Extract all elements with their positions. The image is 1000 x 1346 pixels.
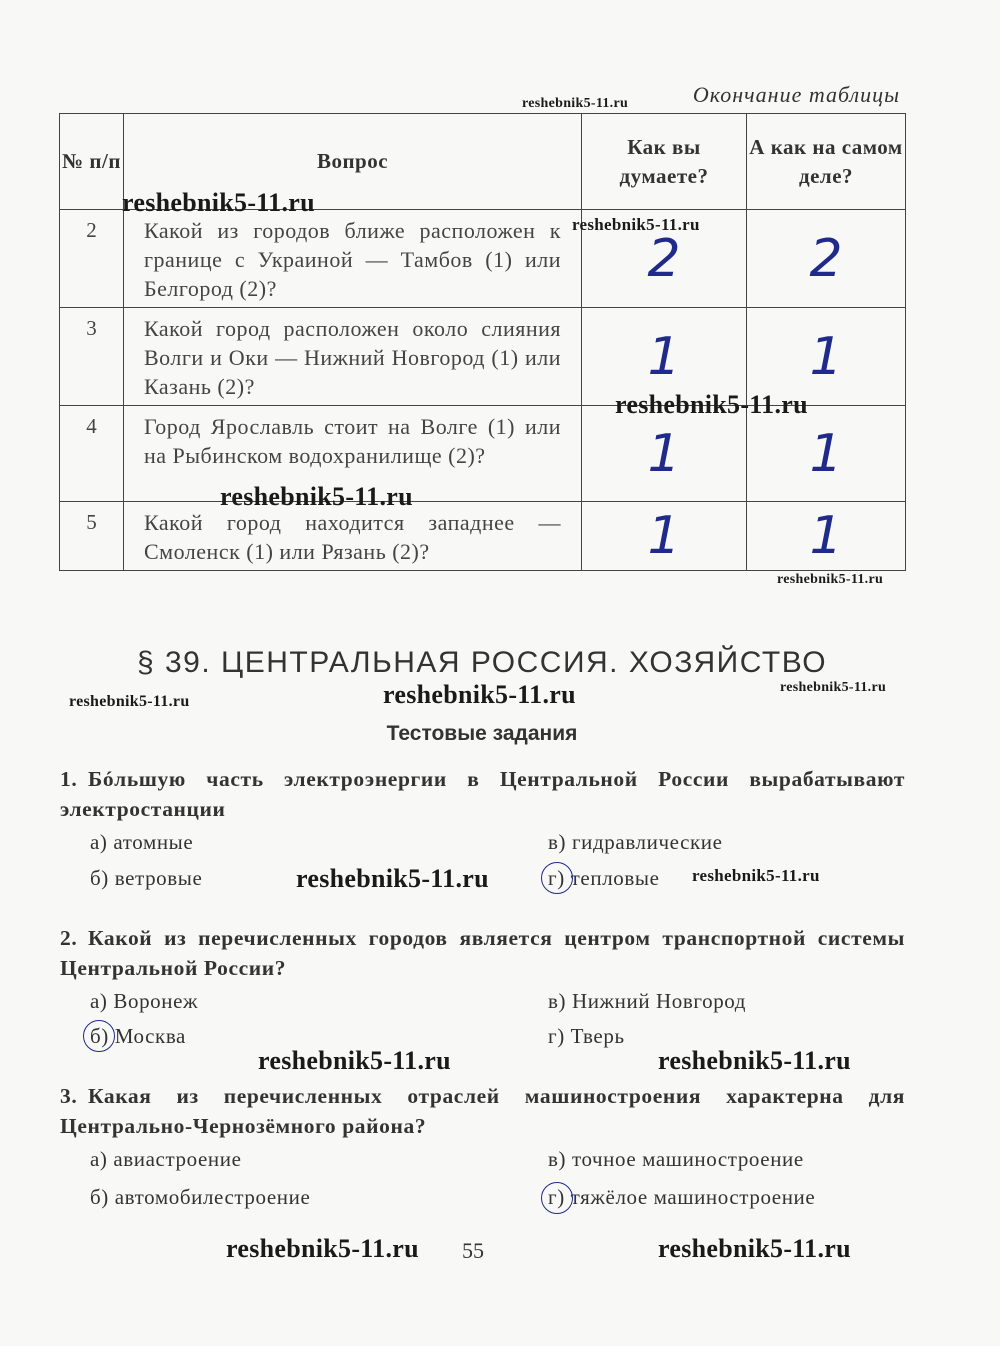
- subtitle: Тестовые задания: [386, 722, 578, 745]
- question-text: Какая из перечисленных отраслей машиностроения характерна для Центрально-Чернозёмного района?: [60, 1084, 905, 1138]
- watermark: reshebnik5-11.ru: [258, 1046, 451, 1075]
- option-b[interactable]: б) ветровые: [90, 866, 203, 890]
- watermark: reshebnik5-11.ru: [777, 572, 884, 587]
- handwritten-actual: 1: [809, 423, 843, 484]
- header-guess: Как вы думаете?: [582, 114, 747, 210]
- option-v[interactable]: в) Нижний Новгород: [548, 989, 747, 1013]
- watermark: reshebnik5-11.ru: [122, 188, 315, 217]
- page-number: 55: [462, 1238, 484, 1263]
- answer-circle-mark: [541, 862, 573, 894]
- watermark: reshebnik5-11.ru: [226, 1234, 419, 1263]
- question-number: 2.: [60, 926, 78, 950]
- answer-table: [59, 113, 906, 571]
- handwritten-actual: 1: [809, 506, 843, 566]
- watermark: reshebnik5-11.ru: [615, 390, 808, 419]
- watermark: reshebnik5-11.ru: [522, 96, 629, 111]
- option-b[interactable]: б) Москва: [90, 1024, 186, 1048]
- section-title: § 39. ЦЕНТРАЛЬНАЯ РОССИЯ. ХОЗЯЙСТВО: [136, 646, 828, 679]
- watermark: reshebnik5-11.ru: [296, 864, 489, 893]
- header-question: Вопрос: [124, 114, 582, 210]
- table-row: [60, 210, 906, 308]
- watermark: reshebnik5-11.ru: [658, 1046, 851, 1075]
- question-number: 1.: [60, 767, 78, 791]
- handwritten-actual: 1: [809, 326, 843, 387]
- question-1: [60, 764, 905, 824]
- watermark: reshebnik5-11.ru: [658, 1234, 851, 1263]
- row-question: Какой город расположен около слияния Волги и Оки — Нижний Новгород (1) или Казань (2)?: [124, 308, 582, 406]
- row-number: 4: [60, 406, 124, 502]
- option-v[interactable]: в) точное машиностроение: [548, 1147, 804, 1171]
- handwritten-actual: 2: [809, 228, 843, 289]
- row-guess-cell: [582, 502, 747, 571]
- question-text: Какой из перечисленных городов является центром транспортной системы Центральной России?: [60, 926, 905, 980]
- question-2: [60, 923, 905, 983]
- watermark: reshebnik5-11.ru: [69, 693, 190, 710]
- option-a[interactable]: а) Воронеж: [90, 989, 199, 1013]
- option-g[interactable]: г) тепловые: [548, 866, 660, 890]
- question-3: [60, 1081, 905, 1141]
- row-number: 2: [60, 210, 124, 308]
- watermark: reshebnik5-11.ru: [780, 680, 887, 695]
- watermark: reshebnik5-11.ru: [692, 866, 820, 885]
- watermark: reshebnik5-11.ru: [383, 680, 576, 709]
- row-actual-cell: [747, 210, 906, 308]
- row-question: Какой город находится западнее — Смоленск (1) или Рязань (2)?: [124, 502, 582, 571]
- row-number: 5: [60, 502, 124, 571]
- handwritten-guess: 2: [647, 228, 681, 289]
- continuation-label: Окончание таблицы: [692, 82, 900, 107]
- header-actual: А как на самом деле?: [747, 114, 906, 210]
- watermark: reshebnik5-11.ru: [572, 215, 700, 234]
- answer-circle-mark: [541, 1182, 573, 1214]
- row-question: Какой из городов ближе расположен к границе с Украиной — Тамбов (1) или Белгород (2)?: [124, 210, 582, 308]
- option-g[interactable]: г) Тверь: [548, 1024, 625, 1048]
- handwritten-guess: 1: [647, 326, 681, 387]
- answer-circle-mark: [83, 1020, 115, 1052]
- row-question: Город Ярославль стоит на Волге (1) или на Рыбинском водохранилище (2)?: [124, 406, 582, 502]
- row-number: 3: [60, 308, 124, 406]
- option-b[interactable]: б) автомобилестроение: [90, 1185, 311, 1209]
- row-actual-cell: [747, 502, 906, 571]
- header-num: № п/п: [60, 114, 124, 210]
- handwritten-guess: 1: [647, 506, 681, 566]
- handwritten-guess: 1: [647, 423, 681, 484]
- option-g[interactable]: г) тяжёлое машиностроение: [548, 1185, 816, 1209]
- table-row: [60, 502, 906, 571]
- question-number: 3.: [60, 1084, 78, 1108]
- option-a[interactable]: а) авиастроение: [90, 1147, 242, 1171]
- option-a[interactable]: а) атомные: [90, 830, 194, 854]
- watermark: reshebnik5-11.ru: [220, 482, 413, 511]
- option-v[interactable]: в) гидравлические: [548, 830, 723, 854]
- question-text: Бóльшую часть электроэнергии в Центральной России вырабатывают электростанции: [60, 767, 905, 821]
